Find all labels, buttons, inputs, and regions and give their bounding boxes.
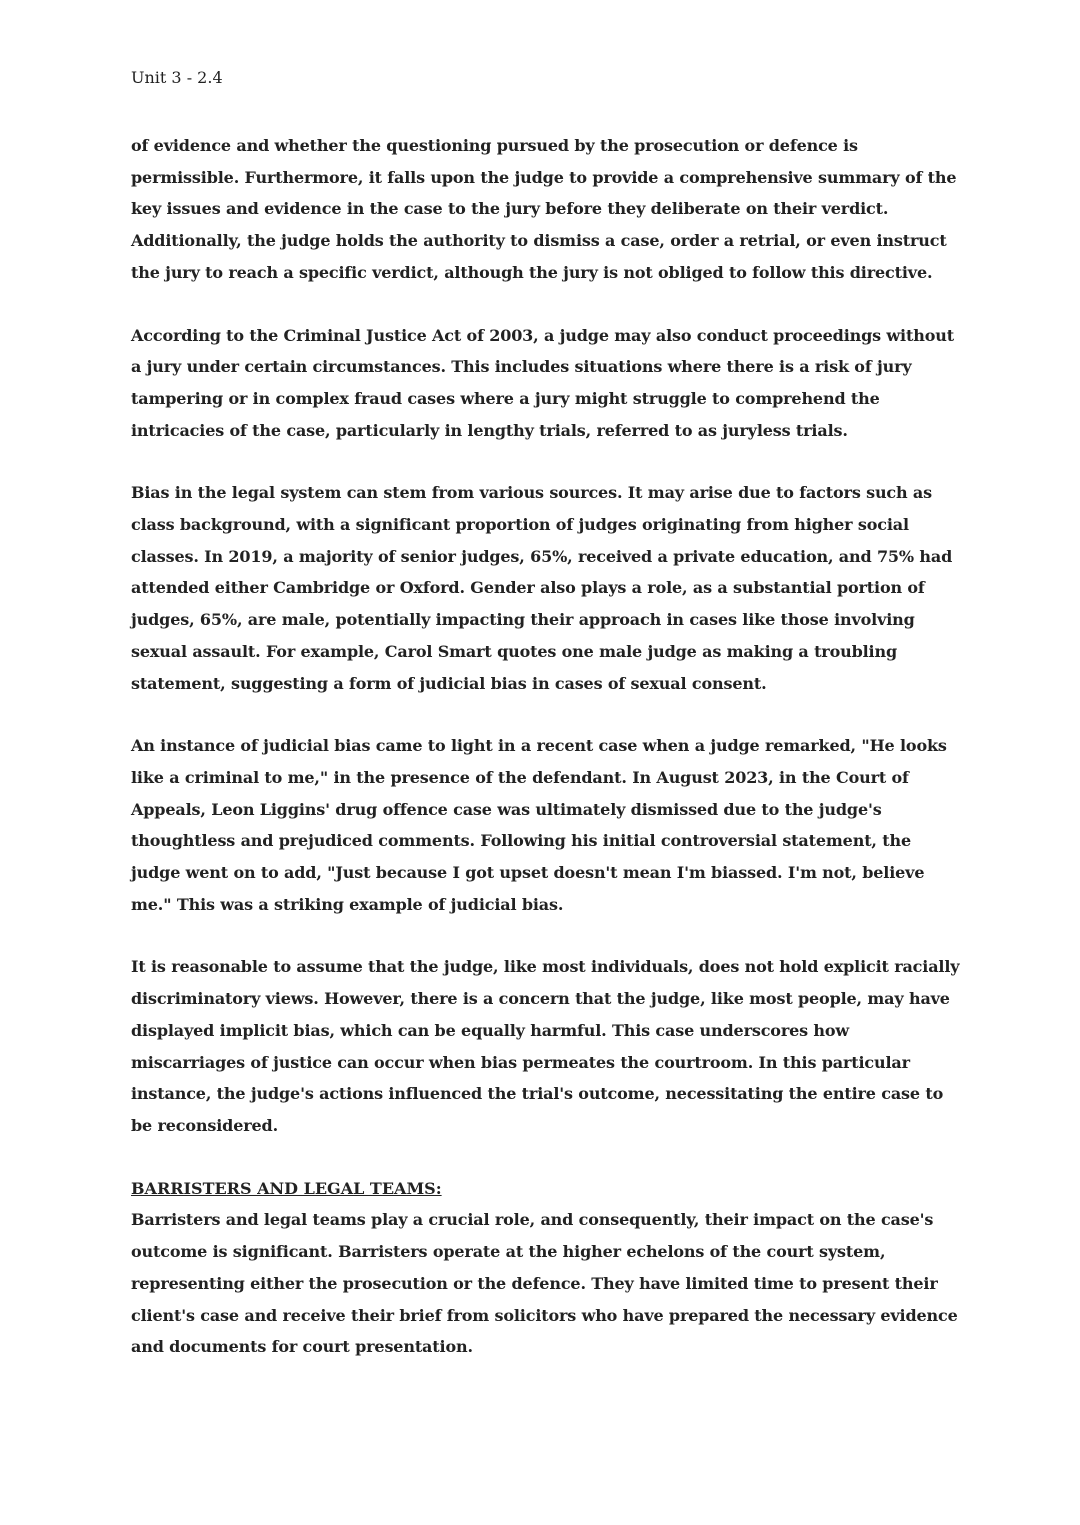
paragraph-judge-role: of evidence and whether the questioning pursued by the prosecution or defence is permissible. Furthermore, it falls upon the judge to provide a comprehensive summary of the key issues and evidence in the case to the jury before they deliberate on their verdict. Additionally, the judge holds the authority to dismiss a case, order a retrial, or even instruct the jury to reach a specific verdict, although the jury is not obliged to follow this directive. [131, 136, 957, 282]
paragraph-bias-sources: Bias in the legal system can stem from various sources. It may arise due to factors such as class background, with a significant proportion of judges originating from higher social classes. In 2019, a majority of senior judges, 65%, received a private education, and 75% had attended either Cambridge or Oxford. Gender also plays a role, as a substantial portion of judges, 65%, are male, potentially impacting their approach in cases like those involving sexual assault. For example, Carol Smart quotes one male judge as making a troubling statement, suggesting a form of judicial bias in cases of sexual consent. [131, 483, 953, 693]
section-heading-barristers: BARRISTERS AND LEGAL TEAMS: [131, 1178, 442, 1198]
paragraph-implicit-bias: It is reasonable to assume that the judge, like most individuals, does not hold explicit racially discriminatory views. However, there is a concern that the judge, like most people, may have displayed implicit bias, which can be equally harmful. This case underscores how miscarriages of justice can occur when bias permeates the courtroom. In this particular instance, the judge's actions influenced the trial's outcome, necessitating the entire case to be reconsidered. [131, 957, 960, 1135]
paragraph-judicial-bias-instance: An instance of judicial bias came to light in a recent case when a judge remarked, "He looks like a criminal to me," in the presence of the defendant. In August 2023, in the Court of Appeals, Leon Liggins' drug offence case was ultimately dismissed due to the judge's thoughtless and prejudiced comments. Following his initial controversial statement, the judge went on to add, "Just because I got upset doesn't mean I'm biassed. I'm not, believe me." This was a striking example of judicial bias. [131, 736, 947, 914]
page-header: Unit 3 - 2.4 [131, 68, 223, 87]
paragraph-barristers: Barristers and legal teams play a crucial role, and consequently, their impact on the case's outcome is significant. Barristers operate at the higher echelons of the court system, representing either the prosecution or the defence. They have limited time to present their client's case and receive their brief from solicitors who have prepared the necessary evidence and documents for court presentation. [131, 1210, 958, 1357]
paragraph-criminal-justice-act: According to the Criminal Justice Act of 2003, a judge may also conduct proceedings without a jury under certain circumstances. This includes situations where there is a risk of jury tampering or in complex fraud cases where a jury might struggle to comprehend the intricacies of the case, particularly in lengthy trials, referred to as juryless trials. [131, 325, 954, 440]
document-page [131, 66, 961, 1363]
